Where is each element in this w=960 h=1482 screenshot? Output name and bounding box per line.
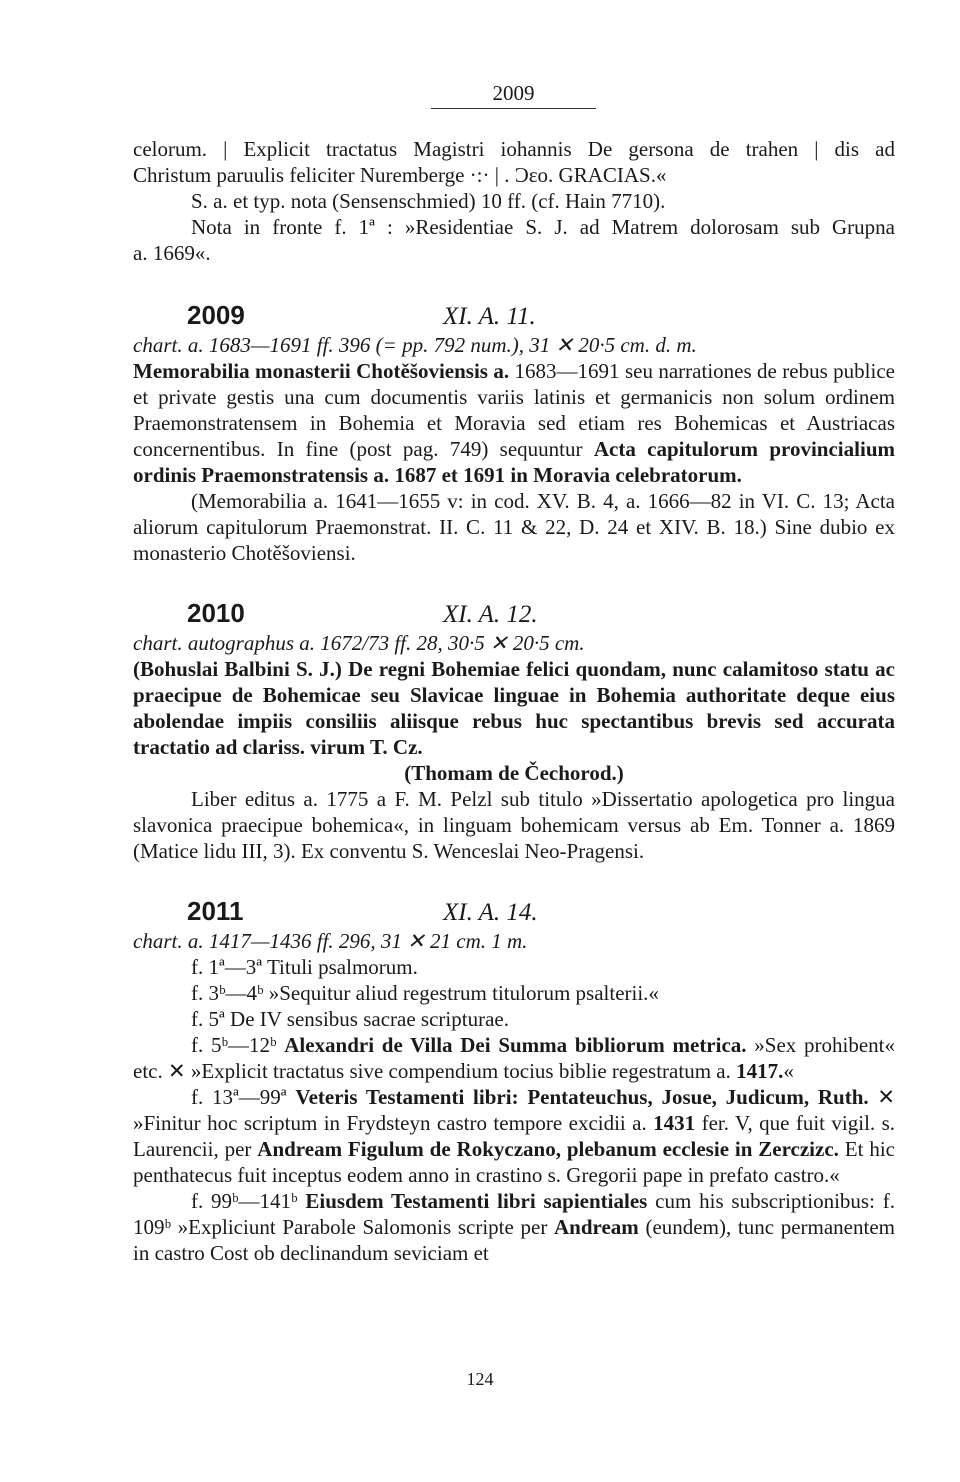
entry-number: 2010 xyxy=(187,598,245,628)
content-item xyxy=(133,1188,895,1266)
entry-number: 2009 xyxy=(187,300,245,330)
folio-range: f. 13ª—99ª xyxy=(191,1085,296,1109)
running-header: 2009 xyxy=(492,81,535,105)
work-title: Alexandri de Villa Dei Summa bibliorum metrica. xyxy=(284,1033,747,1057)
intro-line: a. 1669«. xyxy=(133,241,211,265)
item-text: (eundem), tunc permanentem in castro Cost ob declinandum seviciam et xyxy=(133,1215,895,1265)
page-number: 124 xyxy=(466,1369,494,1389)
content-item xyxy=(133,1032,895,1084)
shelf-signature: XI. A. 11. xyxy=(443,303,536,330)
folio-range: f. 5ᵇ—12ᵇ xyxy=(191,1033,285,1057)
entry-meta: chart. autographus a. 1672/73 ff. 28, 30·5 ✕ 20·5 cm. xyxy=(133,631,585,655)
entry-note: Liber editus a. 1775 a F. M. Pelzl sub titulo »Dissertatio apologetica pro lingua slavonica praecipue bohemica«, in linguam bohemicam versus ab Em. Tonner a. 1869 (Matice lidu III, 3). Ex conventu S. Wenceslai Neo-Pragensi. xyxy=(133,787,895,863)
intro-block xyxy=(133,136,895,266)
folio-range: f. 99ᵇ—141ᵇ xyxy=(191,1189,306,1213)
content-item: f. 3ᵇ—4ᵇ »Sequitur aliud regestrum titulorum psalterii.« xyxy=(191,981,659,1005)
intro-line: Christum paruulis feliciter Nuremberge ·:· | . Ɔεο. GRACIAS.« xyxy=(133,163,667,187)
item-text: cum his subscriptionibus: f. 109ᵇ »Expliciunt Parabole Salomonis scripte per xyxy=(133,1189,895,1239)
work-title: Veteris Testamenti libri: Pentateuchus, Josue, Judicum, Ruth. xyxy=(295,1085,869,1109)
item-text: « xyxy=(783,1059,794,1083)
year: 1431 xyxy=(653,1111,696,1135)
item-text: ✕ »Finitur hoc scriptum in Frydsteyn castro tempore excidii a. xyxy=(133,1085,895,1135)
entry-meta: chart. a. 1417—1436 ff. 296, 31 ✕ 21 cm. 1 m. xyxy=(133,929,528,953)
intro-line: S. a. et typ. nota (Sensenschmied) 10 ff. (cf. Hain 7710). xyxy=(191,189,666,213)
content-item xyxy=(133,1084,895,1188)
description-text: 1683—1691 seu narrationes de rebus publice et private gestis una cum documentis variis latinis et germanicis non solum ordinem Praemonstratensem in Bohemia et Moravia sed etiam res Bohemicas et Austriacas concernentibus. In fine (post pag. 749) sequuntur xyxy=(133,359,895,461)
shelf-signature: XI. A. 12. xyxy=(443,601,538,628)
work-title: Eiusdem Testamenti libri sapientiales xyxy=(305,1189,648,1213)
entry-meta: chart. a. 1683—1691 ff. 396 (= pp. 792 num.), 31 ✕ 20·5 cm. d. m. xyxy=(133,333,697,357)
intro-line: Nota in fronte f. 1ª : »Residentiae S. J. ad Matrem dolorosam sub Grupna xyxy=(191,215,895,239)
intro-line: celorum. | Explicit tractatus Magistri iohannis De gersona de trahen | dis ad xyxy=(133,137,895,161)
content-item: f. 1ª—3ª Tituli psalmorum. xyxy=(191,955,418,979)
item-text: »Sex prohibent« etc. ✕ »Explicit tractatus sive compendium tocius biblie regestratum a. xyxy=(133,1033,896,1083)
entry-2009 xyxy=(133,302,895,566)
appendix-title: Acta capitulorum provincialium ordinis Praemonstratensis a. 1687 et 1691 in Moravia celebratorum. xyxy=(133,437,895,487)
item-text: Et hic penthatecus fuit inceptus eodem anno in crastino s. Gregorii pape in prefato castro.« xyxy=(133,1137,895,1187)
entry-note: (Memorabilia a. 1641—1655 v: in cod. XV. B. 4, a. 1666—82 in VI. C. 13; Acta aliorum capitulorum Praemonstrat. II. C. 11 & 22, D. 24 et XIV. B. 18.) Sine dubio ex monasterio Chotěšoviensi. xyxy=(133,489,895,565)
work-title-end: (Thomam de Čechorod.) xyxy=(404,761,624,785)
entry-number: 2011 xyxy=(187,896,244,926)
work-title: (Bohuslai Balbini S. J.) De regni Bohemiae felici quondam, nunc calamitoso statu ac praecipue de Bohemicae seu Slavicae linguae in Bohemia authoritate deque eius abolendae impiis consiliis aliisque rebus huc spectantibus brevis sed accurata tractatio ad clariss. virum T. Cz. xyxy=(133,657,895,759)
page-content xyxy=(133,136,895,1266)
work-title: Memorabilia monasterii Chotěšoviensis a. xyxy=(133,359,510,383)
entry-2010 xyxy=(133,600,895,864)
year: 1417. xyxy=(736,1059,784,1083)
scribe-name: Andream xyxy=(554,1215,639,1239)
shelf-signature: XI. A. 14. xyxy=(443,899,538,926)
content-item: f. 5ª De IV sensibus sacrae scripturae. xyxy=(191,1007,509,1031)
item-text: fer. V, que fuit vigil. s. Laurencii, per xyxy=(133,1111,896,1161)
entry-description xyxy=(133,358,895,488)
scribe-name: Andream Figulum de Rokyczano, plebanum ecclesie in Zerczizc. xyxy=(257,1137,839,1161)
entry-2011 xyxy=(133,898,895,1266)
header-rule xyxy=(431,108,596,109)
